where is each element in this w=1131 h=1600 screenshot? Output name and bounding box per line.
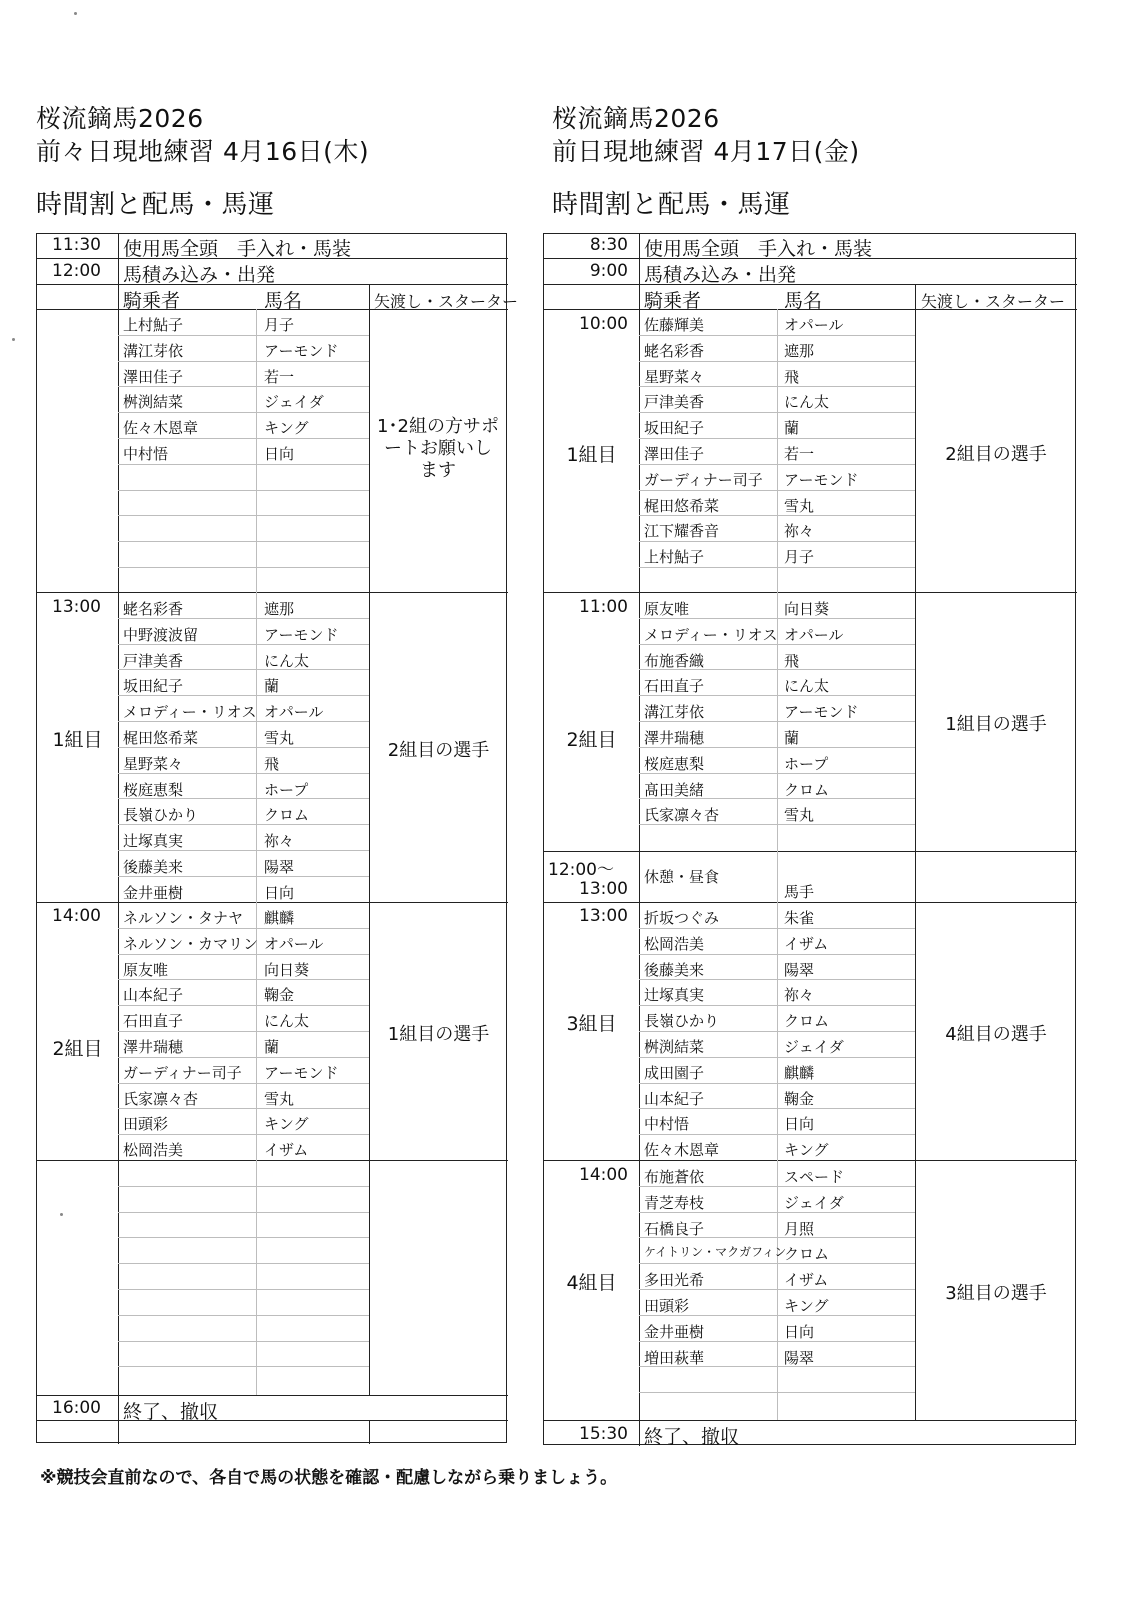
rider-name: 氏家凛々杏 [644, 806, 720, 825]
rider-name: 山本紀子 [644, 1089, 705, 1108]
horse-name: 月子 [264, 316, 295, 334]
horse-name: 雪丸 [784, 496, 815, 515]
horse-name: 雪丸 [264, 1089, 295, 1108]
rider-name: 布施蒼依 [644, 1168, 705, 1186]
right-block0-support: 2組目の選手 [945, 444, 1047, 465]
horse-name: 陽翠 [264, 858, 295, 876]
left-table [36, 233, 519, 1443]
rider-name: 星野菜々 [644, 367, 705, 386]
horse-name: 雪丸 [784, 806, 815, 825]
right-end-text: 終了、撤収 [644, 1426, 740, 1448]
rider-name: 佐々木恩章 [644, 1141, 720, 1160]
horse-name: ホープ [784, 754, 829, 773]
horse-name: 鞠金 [784, 1089, 815, 1108]
right-lunch-note: 馬手 [784, 883, 815, 901]
horse-name: 飛 [784, 651, 800, 670]
horse-name: ジェイダ [264, 393, 324, 412]
rider-name: 溝江芽依 [644, 703, 705, 722]
rider-name: 坂田紀子 [644, 419, 705, 438]
horse-name: 朱雀 [784, 909, 815, 927]
rider-name: 蛯名彩香 [644, 341, 705, 360]
horse-name: 麒麟 [264, 909, 295, 927]
rider-name: 桝渕結菜 [644, 1038, 705, 1056]
horse-name: クロム [784, 1245, 830, 1264]
horse-name: 蘭 [264, 677, 280, 696]
left-end-text: 終了、撤収 [123, 1401, 219, 1423]
right-subtitle: 時間割と配馬・馬運 [552, 190, 791, 220]
horse-name: アーモンド [264, 625, 339, 644]
horse-name: ジェイダ [784, 1193, 844, 1212]
horse-name: アーモンド [264, 1063, 339, 1082]
right-block2-time: 13:00 [579, 906, 628, 926]
rider-name: 原友唯 [123, 960, 169, 979]
horse-name: にん太 [264, 651, 310, 670]
horse-name: 若一 [784, 445, 815, 463]
horse-name: 陽翠 [784, 1348, 815, 1367]
right-block1-group: 2組目 [566, 729, 617, 751]
right-block1-support: 1組目の選手 [945, 714, 1047, 735]
right-lunch-label: 休憩・昼食 [644, 868, 720, 886]
horse-name: 若一 [264, 367, 295, 386]
horse-name: 日向 [784, 1322, 815, 1341]
horse-name: 月照 [784, 1219, 815, 1238]
horse-name: クロム [264, 806, 310, 825]
horse-name: アーモンド [784, 703, 859, 722]
rider-name: 澤田佳子 [644, 445, 705, 463]
rider-name: 溝江芽依 [123, 341, 184, 360]
rider-name: 折坂つぐみ [644, 909, 720, 927]
horse-name: イザム [784, 1271, 829, 1290]
rider-name: 辻塚真実 [123, 832, 184, 851]
horse-name: 祢々 [784, 522, 815, 541]
horse-name: キング [784, 1297, 829, 1315]
rider-name: 石田直子 [644, 677, 705, 696]
horse-name: オパール [784, 625, 844, 644]
right-lunch-start: 12:00〜 [548, 860, 614, 880]
left-block0-support: 1･2組の方サポートお願いします [377, 416, 499, 481]
rider-name: 澤井瑞穂 [644, 729, 705, 747]
horse-name: 祢々 [784, 986, 815, 1005]
right-block0-group: 1組目 [566, 444, 617, 466]
rider-name: 金井亜樹 [123, 883, 184, 902]
right-end-time: 15:30 [579, 1424, 628, 1444]
left-title: 桜流鏑馬2026 [36, 104, 204, 133]
rider-name: メロディー・リオス [123, 703, 257, 722]
rider-name: 山本紀子 [123, 986, 184, 1005]
left-header-support: 矢渡し・スターター [374, 292, 519, 311]
rider-name: 後藤美来 [123, 858, 184, 876]
left-block1-support: 2組目の選手 [387, 740, 490, 761]
left-row1-text: 使用馬全頭 手入れ・馬装 [123, 238, 352, 260]
horse-name: 遮那 [784, 341, 815, 360]
horse-name: 蘭 [784, 729, 800, 747]
left-block2-group: 2組目 [52, 1038, 103, 1060]
rider-name: 梶田悠希菜 [644, 496, 720, 515]
rider-name: 青芝寿枝 [644, 1193, 705, 1212]
rider-name: 布施香織 [644, 651, 705, 670]
horse-name: 陽翠 [784, 960, 815, 979]
rider-name: 松岡浩美 [644, 934, 705, 953]
rider-name: 佐々木恩章 [123, 419, 199, 438]
horse-name: 日向 [264, 445, 295, 463]
left-block2-support: 1組目の選手 [387, 1024, 490, 1045]
left-block1-group: 1組目 [52, 729, 103, 751]
rider-name: 石田直子 [123, 1012, 184, 1031]
horse-name: 飛 [784, 367, 800, 386]
right-block3-group: 4組目 [566, 1272, 617, 1294]
left-row1-time: 11:30 [52, 235, 101, 255]
rider-name: 後藤美来 [644, 960, 705, 979]
rider-name: 澤田佳子 [123, 367, 184, 386]
horse-name: アーモンド [784, 470, 859, 489]
left-end-time: 16:00 [52, 1398, 101, 1418]
rider-name: 江下耀香音 [644, 522, 720, 541]
right-row1-time: 8:30 [589, 235, 628, 255]
left-header-rider: 騎乗者 [123, 290, 181, 312]
rider-name: 桝渕結菜 [123, 393, 184, 412]
rider-name: 澤井瑞穂 [123, 1038, 184, 1056]
right-lunch-end: 13:00 [579, 879, 628, 899]
left-header-horse: 馬名 [264, 290, 303, 312]
scan-speck [12, 338, 15, 341]
rider-name: ガーディナー司子 [644, 470, 763, 489]
rider-name: 金井亜樹 [644, 1322, 705, 1341]
horse-name: 蘭 [264, 1038, 280, 1056]
horse-name: アーモンド [264, 341, 339, 360]
left-block2-time: 14:00 [52, 906, 101, 926]
horse-name: イザム [264, 1141, 309, 1160]
rider-name: 長嶺ひかり [644, 1012, 720, 1031]
rider-name: 梶田悠希菜 [123, 729, 199, 747]
right-header-rider: 騎乗者 [644, 290, 702, 312]
left-subtitle: 時間割と配馬・馬運 [36, 190, 275, 220]
horse-name: キング [264, 419, 309, 438]
rider-name: 坂田紀子 [123, 677, 184, 696]
rider-name: 髙田美緒 [644, 780, 705, 799]
rider-name: 桜庭恵梨 [123, 780, 184, 799]
right-block3-support: 3組目の選手 [945, 1283, 1047, 1304]
rider-name: 増田萩華 [644, 1348, 705, 1367]
rider-name: 蛯名彩香 [123, 600, 184, 618]
horse-name: 日向 [264, 883, 295, 902]
horse-name: 飛 [264, 754, 280, 773]
rider-name: 上村鮎子 [644, 548, 705, 567]
horse-name: スペード [784, 1168, 845, 1186]
rider-name: 中村悟 [644, 1115, 690, 1134]
right-row2-text: 馬積み込み・出発 [644, 264, 797, 286]
rider-name: ケイトリン・マクガフィン [644, 1245, 787, 1260]
rider-name: 多田光希 [644, 1271, 705, 1290]
right-title: 桜流鏑馬2026 [552, 104, 720, 133]
horse-name: キング [264, 1115, 309, 1134]
right-row2-time: 9:00 [589, 261, 628, 281]
horse-name: クロム [784, 780, 830, 799]
rider-name: ネルソン・カマリン [123, 934, 259, 953]
rider-name: 田頭彩 [123, 1115, 169, 1134]
right-header-support: 矢渡し・スターター [921, 292, 1066, 311]
left-date: 前々日現地練習 4月16日(木) [36, 137, 370, 166]
horse-name: 蘭 [784, 419, 800, 438]
rider-name: 戸津美香 [644, 393, 705, 412]
right-block1-time: 11:00 [579, 597, 628, 617]
horse-name: 麒麟 [784, 1063, 815, 1082]
footer-note: ※競技会直前なので、各自で馬の状態を確認・配慮しながら乗りましょう。 [40, 1468, 618, 1488]
rider-name: 星野菜々 [123, 754, 184, 773]
right-block3-time: 14:00 [579, 1165, 628, 1185]
horse-name: 祢々 [264, 832, 295, 851]
right-date: 前日現地練習 4月17日(金) [552, 137, 860, 166]
horse-name: にん太 [784, 677, 830, 696]
horse-name: オパール [264, 934, 324, 953]
left-row2-time: 12:00 [52, 261, 101, 281]
rider-name: メロディー・リオス [644, 625, 778, 644]
horse-name: 日向 [784, 1115, 815, 1134]
rider-name: 成田園子 [644, 1063, 705, 1082]
rider-name: 松岡浩美 [123, 1141, 184, 1160]
rider-name: 佐藤輝美 [644, 316, 705, 334]
rider-name: 上村鮎子 [123, 316, 184, 334]
horse-name: イザム [784, 934, 829, 953]
rider-name: 中村悟 [123, 445, 169, 463]
horse-name: 鞠金 [264, 986, 295, 1005]
rider-name: 辻塚真実 [644, 986, 705, 1005]
rider-name: 戸津美香 [123, 651, 184, 670]
left-block1-time: 13:00 [52, 597, 101, 617]
rider-name: 田頭彩 [644, 1297, 690, 1315]
horse-name: クロム [784, 1012, 830, 1031]
right-block2-group: 3組目 [566, 1013, 617, 1035]
rider-name: 石橋良子 [644, 1219, 705, 1238]
right-block2-support: 4組目の選手 [945, 1024, 1047, 1045]
horse-name: 雪丸 [264, 729, 295, 747]
rider-name: 桜庭恵梨 [644, 754, 705, 773]
horse-name: 向日葵 [264, 960, 310, 979]
horse-name: にん太 [264, 1012, 310, 1031]
horse-name: ジェイダ [784, 1038, 844, 1056]
rider-name: 中野渡波留 [123, 625, 199, 644]
horse-name: 月子 [784, 548, 815, 567]
horse-name: ホープ [264, 780, 309, 799]
rider-name: 長嶺ひかり [123, 806, 199, 825]
right-header-horse: 馬名 [784, 290, 823, 312]
rider-name: ネルソン・タナヤ [123, 909, 244, 927]
rider-name: ガーディナー司子 [123, 1063, 242, 1082]
rider-name: 原友唯 [644, 600, 690, 618]
horse-name: キング [784, 1141, 829, 1160]
horse-name: 向日葵 [784, 600, 830, 618]
left-row2-text: 馬積み込み・出発 [123, 264, 276, 286]
rider-name: 氏家凛々杏 [123, 1089, 199, 1108]
right-row1-text: 使用馬全頭 手入れ・馬装 [644, 238, 873, 260]
right-table [543, 233, 1076, 1448]
horse-name: にん太 [784, 393, 830, 412]
horse-name: オパール [264, 703, 324, 722]
scan-speck [74, 12, 77, 15]
horse-name: 遮那 [264, 600, 295, 618]
right-block0-time: 10:00 [579, 314, 628, 334]
horse-name: オパール [784, 316, 844, 334]
